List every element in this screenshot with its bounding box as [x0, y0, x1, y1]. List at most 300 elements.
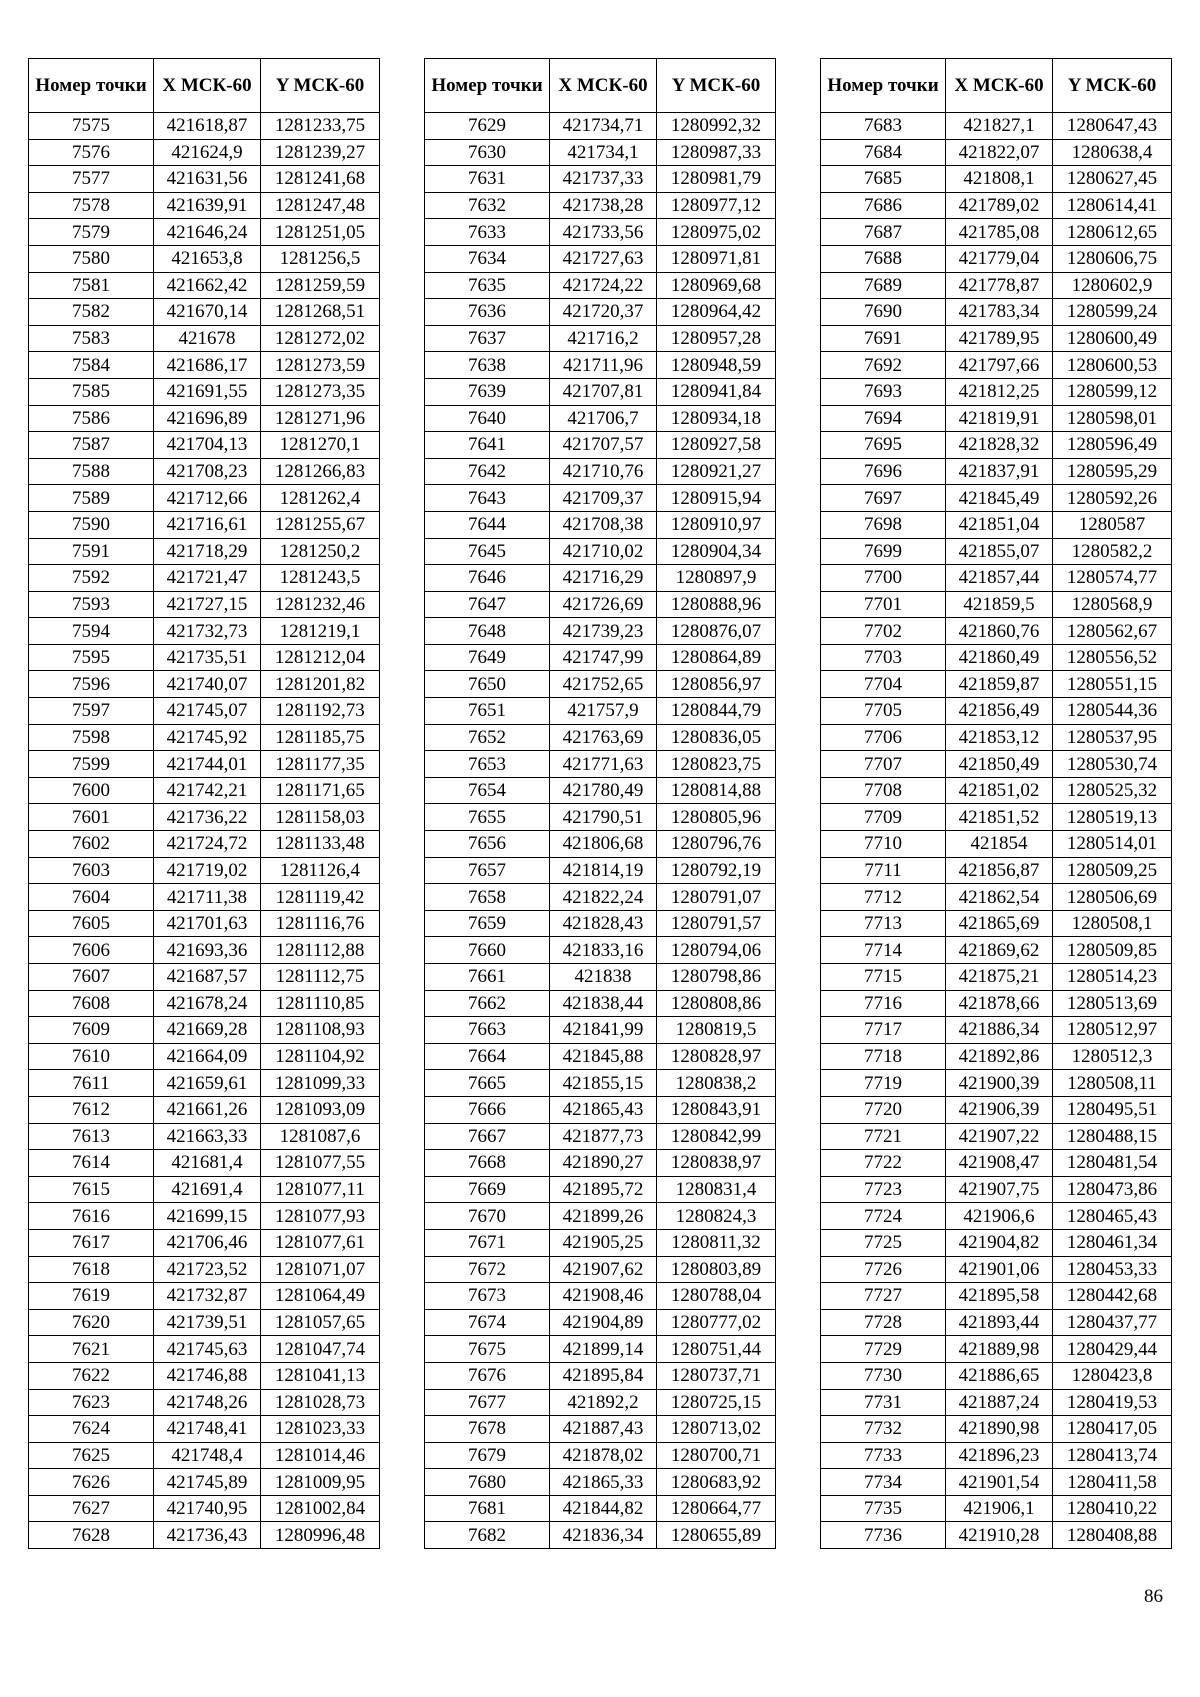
- point-number-cell: 7583: [29, 325, 154, 352]
- point-number-cell: 7667: [425, 1123, 550, 1150]
- x-coordinate-cell: 421720,37: [550, 299, 657, 326]
- table-row: [425, 378, 776, 405]
- header-y: Y МСК-60: [261, 59, 380, 113]
- table-row: [29, 139, 380, 166]
- table-row: [425, 1096, 776, 1123]
- x-coordinate-cell: 421887,43: [550, 1416, 657, 1443]
- x-coordinate-cell: 421748,41: [154, 1416, 261, 1443]
- y-coordinate-cell: 1280791,07: [657, 884, 776, 911]
- x-coordinate-cell: 421860,49: [946, 644, 1053, 671]
- y-coordinate-cell: 1281171,65: [261, 777, 380, 804]
- table-header-row: [29, 59, 380, 113]
- point-number-cell: 7702: [821, 618, 946, 645]
- table-row: [821, 671, 1172, 698]
- table-row: [425, 990, 776, 1017]
- table-row: [425, 910, 776, 937]
- x-coordinate-cell: 421895,72: [550, 1176, 657, 1203]
- y-coordinate-cell: 1280897,9: [657, 565, 776, 592]
- x-coordinate-cell: 421723,52: [154, 1256, 261, 1283]
- point-number-cell: 7587: [29, 432, 154, 459]
- point-number-cell: 7611: [29, 1070, 154, 1097]
- y-coordinate-cell: 1280599,12: [1053, 378, 1172, 405]
- y-coordinate-cell: 1281119,42: [261, 884, 380, 911]
- table-row: [425, 352, 776, 379]
- y-coordinate-cell: 1280794,06: [657, 937, 776, 964]
- table-row: [821, 964, 1172, 991]
- x-coordinate-cell: 421899,26: [550, 1203, 657, 1230]
- table-row: [29, 1283, 380, 1310]
- x-coordinate-cell: 421669,28: [154, 1017, 261, 1044]
- x-coordinate-cell: 421740,95: [154, 1495, 261, 1522]
- x-coordinate-cell: 421732,73: [154, 618, 261, 645]
- y-coordinate-cell: 1280429,44: [1053, 1336, 1172, 1363]
- table-row: [425, 405, 776, 432]
- y-coordinate-cell: 1281243,5: [261, 565, 380, 592]
- x-coordinate-cell: 421838: [550, 964, 657, 991]
- y-coordinate-cell: 1281250,2: [261, 538, 380, 565]
- point-number-cell: 7599: [29, 751, 154, 778]
- x-coordinate-cell: 421838,44: [550, 990, 657, 1017]
- y-coordinate-cell: 1280612,65: [1053, 219, 1172, 246]
- point-number-cell: 7670: [425, 1203, 550, 1230]
- x-coordinate-cell: 421893,44: [946, 1309, 1053, 1336]
- point-number-cell: 7595: [29, 644, 154, 671]
- point-number-cell: 7718: [821, 1043, 946, 1070]
- y-coordinate-cell: 1281077,93: [261, 1203, 380, 1230]
- point-number-cell: 7618: [29, 1256, 154, 1283]
- table-row: [425, 113, 776, 140]
- x-coordinate-cell: 421701,63: [154, 910, 261, 937]
- y-coordinate-cell: 1281126,4: [261, 857, 380, 884]
- y-coordinate-cell: 1280811,32: [657, 1229, 776, 1256]
- x-coordinate-cell: 421889,98: [946, 1336, 1053, 1363]
- table-row: [29, 245, 380, 272]
- y-coordinate-cell: 1280964,42: [657, 299, 776, 326]
- y-coordinate-cell: 1280481,54: [1053, 1150, 1172, 1177]
- table-row: [821, 538, 1172, 565]
- x-coordinate-cell: 421681,4: [154, 1150, 261, 1177]
- x-coordinate-cell: 421837,91: [946, 458, 1053, 485]
- x-coordinate-cell: 421907,22: [946, 1123, 1053, 1150]
- table-row: [29, 219, 380, 246]
- x-coordinate-cell: 421890,27: [550, 1150, 657, 1177]
- y-coordinate-cell: 1281185,75: [261, 724, 380, 751]
- point-number-cell: 7597: [29, 698, 154, 725]
- table-row: [425, 1283, 776, 1310]
- y-coordinate-cell: 1280838,2: [657, 1070, 776, 1097]
- x-coordinate-cell: 421869,62: [946, 937, 1053, 964]
- table-row: [425, 1017, 776, 1044]
- point-number-cell: 7717: [821, 1017, 946, 1044]
- point-number-cell: 7578: [29, 192, 154, 219]
- y-coordinate-cell: 1281099,33: [261, 1070, 380, 1097]
- point-number-cell: 7646: [425, 565, 550, 592]
- point-number-cell: 7624: [29, 1416, 154, 1443]
- table-row: [425, 139, 776, 166]
- y-coordinate-cell: 1281028,73: [261, 1389, 380, 1416]
- y-coordinate-cell: 1281201,82: [261, 671, 380, 698]
- y-coordinate-cell: 1281112,75: [261, 964, 380, 991]
- table-row: [821, 1150, 1172, 1177]
- point-number-cell: 7706: [821, 724, 946, 751]
- y-coordinate-cell: 1280568,9: [1053, 591, 1172, 618]
- point-number-cell: 7612: [29, 1096, 154, 1123]
- y-coordinate-cell: 1280596,49: [1053, 432, 1172, 459]
- x-coordinate-cell: 421875,21: [946, 964, 1053, 991]
- x-coordinate-cell: 421706,7: [550, 405, 657, 432]
- table-row: [821, 1017, 1172, 1044]
- table-row: [821, 698, 1172, 725]
- point-number-cell: 7642: [425, 458, 550, 485]
- x-coordinate-cell: 421748,4: [154, 1442, 261, 1469]
- table-row: [821, 565, 1172, 592]
- x-coordinate-cell: 421862,54: [946, 884, 1053, 911]
- point-number-cell: 7720: [821, 1096, 946, 1123]
- x-coordinate-cell: 421812,25: [946, 378, 1053, 405]
- y-coordinate-cell: 1280574,77: [1053, 565, 1172, 592]
- point-number-cell: 7689: [821, 272, 946, 299]
- table-row: [29, 724, 380, 751]
- y-coordinate-cell: 1280904,34: [657, 538, 776, 565]
- y-coordinate-cell: 1280737,71: [657, 1362, 776, 1389]
- y-coordinate-cell: 1281273,59: [261, 352, 380, 379]
- y-coordinate-cell: 1280910,97: [657, 511, 776, 538]
- x-coordinate-cell: 421737,33: [550, 166, 657, 193]
- point-number-cell: 7605: [29, 910, 154, 937]
- y-coordinate-cell: 1280824,3: [657, 1203, 776, 1230]
- x-coordinate-cell: 421892,2: [550, 1389, 657, 1416]
- x-coordinate-cell: 421850,49: [946, 751, 1053, 778]
- point-number-cell: 7582: [29, 299, 154, 326]
- point-number-cell: 7603: [29, 857, 154, 884]
- table-row: [821, 352, 1172, 379]
- point-number-cell: 7652: [425, 724, 550, 751]
- x-coordinate-cell: 421887,24: [946, 1389, 1053, 1416]
- x-coordinate-cell: 421716,29: [550, 565, 657, 592]
- x-coordinate-cell: 421707,81: [550, 378, 657, 405]
- y-coordinate-cell: 1280592,26: [1053, 485, 1172, 512]
- y-coordinate-cell: 1280437,77: [1053, 1309, 1172, 1336]
- y-coordinate-cell: 1280981,79: [657, 166, 776, 193]
- table-row: [821, 857, 1172, 884]
- x-coordinate-cell: 421886,34: [946, 1017, 1053, 1044]
- table-row: [425, 538, 776, 565]
- point-number-cell: 7722: [821, 1150, 946, 1177]
- point-number-cell: 7686: [821, 192, 946, 219]
- table-row: [425, 245, 776, 272]
- x-coordinate-cell: 421833,16: [550, 937, 657, 964]
- x-coordinate-cell: 421853,12: [946, 724, 1053, 751]
- x-coordinate-cell: 421752,65: [550, 671, 657, 698]
- x-coordinate-cell: 421901,06: [946, 1256, 1053, 1283]
- point-number-cell: 7593: [29, 591, 154, 618]
- table-row: [821, 1416, 1172, 1443]
- table-row: [29, 618, 380, 645]
- x-coordinate-cell: 421901,54: [946, 1469, 1053, 1496]
- x-coordinate-cell: 421899,14: [550, 1336, 657, 1363]
- table-row: [821, 272, 1172, 299]
- point-number-cell: 7625: [29, 1442, 154, 1469]
- coord-table-2: [424, 58, 776, 1549]
- y-coordinate-cell: 1281047,74: [261, 1336, 380, 1363]
- point-number-cell: 7687: [821, 219, 946, 246]
- header-number: Номер точки: [425, 59, 550, 113]
- x-coordinate-cell: 421851,52: [946, 804, 1053, 831]
- point-number-cell: 7719: [821, 1070, 946, 1097]
- y-coordinate-cell: 1280556,52: [1053, 644, 1172, 671]
- y-coordinate-cell: 1280987,33: [657, 139, 776, 166]
- x-coordinate-cell: 421724,22: [550, 272, 657, 299]
- y-coordinate-cell: 1281259,59: [261, 272, 380, 299]
- y-coordinate-cell: 1281272,02: [261, 325, 380, 352]
- y-coordinate-cell: 1280417,05: [1053, 1416, 1172, 1443]
- y-coordinate-cell: 1281041,13: [261, 1362, 380, 1389]
- table-row: [821, 405, 1172, 432]
- point-number-cell: 7619: [29, 1283, 154, 1310]
- x-coordinate-cell: 421710,02: [550, 538, 657, 565]
- table-row: [425, 1229, 776, 1256]
- point-number-cell: 7668: [425, 1150, 550, 1177]
- y-coordinate-cell: 1281116,76: [261, 910, 380, 937]
- x-coordinate-cell: 421856,87: [946, 857, 1053, 884]
- table-header-row: [425, 59, 776, 113]
- table-row: [821, 724, 1172, 751]
- point-number-cell: 7664: [425, 1043, 550, 1070]
- point-number-cell: 7681: [425, 1495, 550, 1522]
- x-coordinate-cell: 421711,96: [550, 352, 657, 379]
- point-number-cell: 7701: [821, 591, 946, 618]
- point-number-cell: 7632: [425, 192, 550, 219]
- x-coordinate-cell: 421828,43: [550, 910, 657, 937]
- table-row: [425, 884, 776, 911]
- table-row: [425, 1070, 776, 1097]
- y-coordinate-cell: 1280975,02: [657, 219, 776, 246]
- x-coordinate-cell: 421878,02: [550, 1442, 657, 1469]
- point-number-cell: 7726: [821, 1256, 946, 1283]
- table-row: [821, 192, 1172, 219]
- table-row: [425, 1256, 776, 1283]
- y-coordinate-cell: 1280465,43: [1053, 1203, 1172, 1230]
- table-row: [425, 1362, 776, 1389]
- y-coordinate-cell: 1281192,73: [261, 698, 380, 725]
- point-number-cell: 7617: [29, 1229, 154, 1256]
- table-row: [821, 1070, 1172, 1097]
- x-coordinate-cell: 421806,68: [550, 831, 657, 858]
- x-coordinate-cell: 421738,28: [550, 192, 657, 219]
- y-coordinate-cell: 1280796,76: [657, 831, 776, 858]
- point-number-cell: 7708: [821, 777, 946, 804]
- point-number-cell: 7680: [425, 1469, 550, 1496]
- table-row: [29, 1123, 380, 1150]
- x-coordinate-cell: 421708,38: [550, 511, 657, 538]
- y-coordinate-cell: 1280544,36: [1053, 698, 1172, 725]
- table-row: [425, 751, 776, 778]
- header-x: X МСК-60: [550, 59, 657, 113]
- x-coordinate-cell: 421726,69: [550, 591, 657, 618]
- table-row: [425, 964, 776, 991]
- y-coordinate-cell: 1280921,27: [657, 458, 776, 485]
- point-number-cell: 7684: [821, 139, 946, 166]
- point-number-cell: 7638: [425, 352, 550, 379]
- x-coordinate-cell: 421797,66: [946, 352, 1053, 379]
- point-number-cell: 7675: [425, 1336, 550, 1363]
- table-row: [821, 990, 1172, 1017]
- x-coordinate-cell: 421716,2: [550, 325, 657, 352]
- point-number-cell: 7651: [425, 698, 550, 725]
- point-number-cell: 7705: [821, 698, 946, 725]
- y-coordinate-cell: 1280408,88: [1053, 1522, 1172, 1549]
- x-coordinate-cell: 421857,44: [946, 565, 1053, 592]
- point-number-cell: 7604: [29, 884, 154, 911]
- y-coordinate-cell: 1280957,28: [657, 325, 776, 352]
- point-number-cell: 7644: [425, 511, 550, 538]
- x-coordinate-cell: 421907,62: [550, 1256, 657, 1283]
- x-coordinate-cell: 421739,23: [550, 618, 657, 645]
- y-coordinate-cell: 1280655,89: [657, 1522, 776, 1549]
- point-number-cell: 7633: [425, 219, 550, 246]
- y-coordinate-cell: 1280413,74: [1053, 1442, 1172, 1469]
- table-row: [425, 432, 776, 459]
- y-coordinate-cell: 1280864,89: [657, 644, 776, 671]
- table-row: [425, 1043, 776, 1070]
- point-number-cell: 7688: [821, 245, 946, 272]
- y-coordinate-cell: 1280927,58: [657, 432, 776, 459]
- y-coordinate-cell: 1280519,13: [1053, 804, 1172, 831]
- y-coordinate-cell: 1281256,5: [261, 245, 380, 272]
- table-row: [425, 1469, 776, 1496]
- x-coordinate-cell: 421664,09: [154, 1043, 261, 1070]
- y-coordinate-cell: 1280512,3: [1053, 1043, 1172, 1070]
- point-number-cell: 7690: [821, 299, 946, 326]
- table-row: [29, 990, 380, 1017]
- point-number-cell: 7581: [29, 272, 154, 299]
- y-coordinate-cell: 1280473,86: [1053, 1176, 1172, 1203]
- y-coordinate-cell: 1280442,68: [1053, 1283, 1172, 1310]
- table-row: [29, 910, 380, 937]
- table-row: [821, 432, 1172, 459]
- y-coordinate-cell: 1280598,01: [1053, 405, 1172, 432]
- y-coordinate-cell: 1281212,04: [261, 644, 380, 671]
- y-coordinate-cell: 1281219,1: [261, 618, 380, 645]
- x-coordinate-cell: 421855,07: [946, 538, 1053, 565]
- table-row: [29, 405, 380, 432]
- point-number-cell: 7648: [425, 618, 550, 645]
- x-coordinate-cell: 421789,95: [946, 325, 1053, 352]
- x-coordinate-cell: 421712,66: [154, 485, 261, 512]
- y-coordinate-cell: 1280856,97: [657, 671, 776, 698]
- y-coordinate-cell: 1281023,33: [261, 1416, 380, 1443]
- x-coordinate-cell: 421624,9: [154, 139, 261, 166]
- point-number-cell: 7590: [29, 511, 154, 538]
- x-coordinate-cell: 421691,55: [154, 378, 261, 405]
- y-coordinate-cell: 1281002,84: [261, 1495, 380, 1522]
- table-row: [821, 1229, 1172, 1256]
- point-number-cell: 7577: [29, 166, 154, 193]
- point-number-cell: 7728: [821, 1309, 946, 1336]
- x-coordinate-cell: 421724,72: [154, 831, 261, 858]
- point-number-cell: 7703: [821, 644, 946, 671]
- y-coordinate-cell: 1280562,67: [1053, 618, 1172, 645]
- x-coordinate-cell: 421822,07: [946, 139, 1053, 166]
- point-number-cell: 7710: [821, 831, 946, 858]
- y-coordinate-cell: 1280941,84: [657, 378, 776, 405]
- table-row: [425, 644, 776, 671]
- table-row: [821, 1283, 1172, 1310]
- y-coordinate-cell: 1281064,49: [261, 1283, 380, 1310]
- y-coordinate-cell: 1281093,09: [261, 1096, 380, 1123]
- x-coordinate-cell: 421734,71: [550, 113, 657, 140]
- table-body: [425, 113, 776, 1549]
- x-coordinate-cell: 421851,02: [946, 777, 1053, 804]
- y-coordinate-cell: 1280808,86: [657, 990, 776, 1017]
- y-coordinate-cell: 1280819,5: [657, 1017, 776, 1044]
- y-coordinate-cell: 1280700,71: [657, 1442, 776, 1469]
- y-coordinate-cell: 1280410,22: [1053, 1495, 1172, 1522]
- table-row: [821, 299, 1172, 326]
- table-row: [29, 485, 380, 512]
- coord-table-1: [28, 58, 380, 1549]
- x-coordinate-cell: 421865,33: [550, 1469, 657, 1496]
- y-coordinate-cell: 1280751,44: [657, 1336, 776, 1363]
- table-row: [29, 565, 380, 592]
- point-number-cell: 7707: [821, 751, 946, 778]
- y-coordinate-cell: 1280798,86: [657, 964, 776, 991]
- x-coordinate-cell: 421696,89: [154, 405, 261, 432]
- point-number-cell: 7629: [425, 113, 550, 140]
- table-row: [29, 1336, 380, 1363]
- table-row: [29, 1442, 380, 1469]
- x-coordinate-cell: 421699,15: [154, 1203, 261, 1230]
- x-coordinate-cell: 421819,91: [946, 405, 1053, 432]
- point-number-cell: 7637: [425, 325, 550, 352]
- y-coordinate-cell: 1280513,69: [1053, 990, 1172, 1017]
- y-coordinate-cell: 1280551,15: [1053, 671, 1172, 698]
- point-number-cell: 7674: [425, 1309, 550, 1336]
- x-coordinate-cell: 421631,56: [154, 166, 261, 193]
- x-coordinate-cell: 421653,8: [154, 245, 261, 272]
- table-row: [29, 831, 380, 858]
- x-coordinate-cell: 421780,49: [550, 777, 657, 804]
- table-row: [821, 884, 1172, 911]
- x-coordinate-cell: 421716,61: [154, 511, 261, 538]
- x-coordinate-cell: 421740,07: [154, 671, 261, 698]
- y-coordinate-cell: 1280814,88: [657, 777, 776, 804]
- y-coordinate-cell: 1280777,02: [657, 1309, 776, 1336]
- point-number-cell: 7696: [821, 458, 946, 485]
- y-coordinate-cell: 1280838,97: [657, 1150, 776, 1177]
- x-coordinate-cell: 421814,19: [550, 857, 657, 884]
- y-coordinate-cell: 1280587: [1053, 511, 1172, 538]
- point-number-cell: 7615: [29, 1176, 154, 1203]
- y-coordinate-cell: 1280506,69: [1053, 884, 1172, 911]
- x-coordinate-cell: 421851,04: [946, 511, 1053, 538]
- point-number-cell: 7601: [29, 804, 154, 831]
- table-row: [29, 804, 380, 831]
- table-row: [29, 937, 380, 964]
- point-number-cell: 7580: [29, 245, 154, 272]
- point-number-cell: 7609: [29, 1017, 154, 1044]
- point-number-cell: 7607: [29, 964, 154, 991]
- y-coordinate-cell: 1280664,77: [657, 1495, 776, 1522]
- point-number-cell: 7713: [821, 910, 946, 937]
- point-number-cell: 7586: [29, 405, 154, 432]
- point-number-cell: 7699: [821, 538, 946, 565]
- table-row: [29, 1522, 380, 1549]
- x-coordinate-cell: 421733,56: [550, 219, 657, 246]
- x-coordinate-cell: 421859,87: [946, 671, 1053, 698]
- table-row: [821, 113, 1172, 140]
- table-row: [821, 1309, 1172, 1336]
